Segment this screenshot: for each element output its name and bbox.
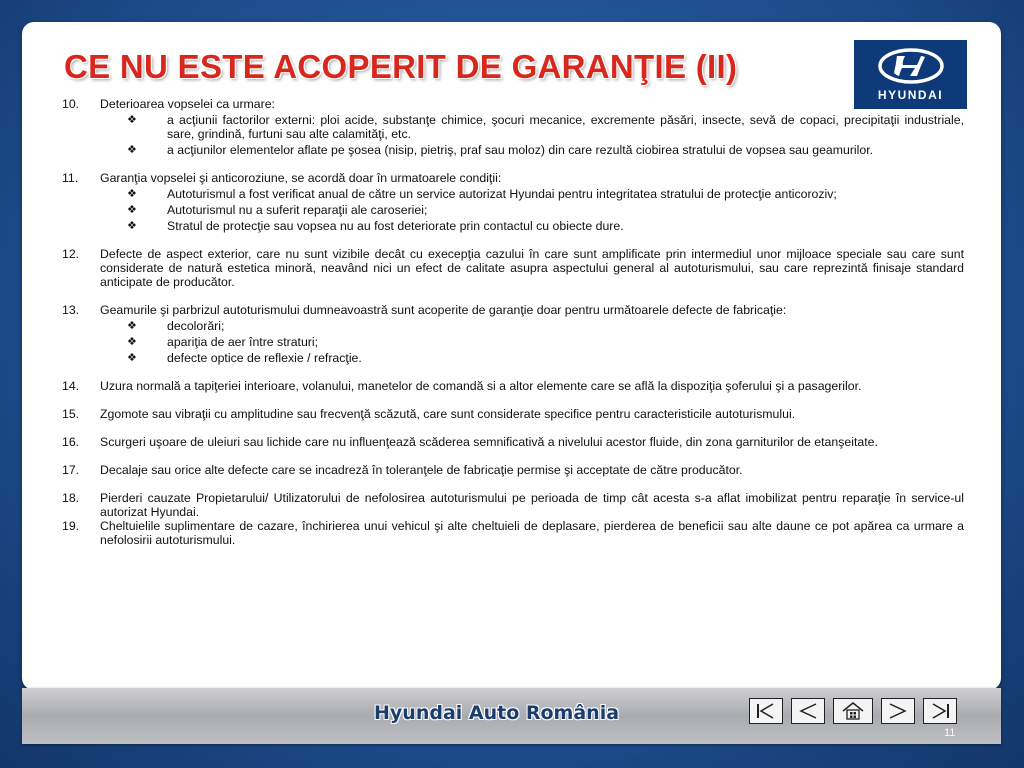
diamond-bullet-icon: ❖ [127,336,137,348]
item-text: Pierderi cauzate Propietarului/ Utilizatorului de nefolosirea autoturismului pe perioada de timp cât acesta s-a aflat imobilizat pentru reparaţie în service-ul autorizat Hyundai. [100,491,964,519]
sub-item-text: apariţia de aer între straturi; [167,335,319,349]
slide-navigation [749,698,957,724]
list-item [62,519,964,547]
sub-item [62,335,964,349]
list-item [62,463,964,477]
diamond-bullet-icon: ❖ [127,144,137,156]
list-item [62,171,964,185]
item-text: Deterioarea vopselei ca urmare: [100,97,275,111]
diamond-bullet-icon: ❖ [127,320,137,332]
sub-item-text: Autoturismul nu a suferit reparaţii ale caroseriei; [167,203,428,217]
sub-item [62,219,964,233]
item-text: Scurgeri uşoare de uleiuri sau lichide care nu influenţează scăderea semnificativă a nivelului acestor fluide, din zona garniturilor de etanşeitate. [100,435,878,449]
sub-item-text: Stratul de protecţie sau vopsea nu au fost deteriorate prin contactul cu obiecte dure. [167,219,624,233]
item-number: 13. [62,303,80,317]
sub-item [62,113,964,141]
footer-brand: Hyundai Auto România [374,702,620,724]
next-slide-icon [886,702,910,720]
item-text: Zgomote sau vibraţii cu amplitudine sau frecvenţă scăzută, care sunt considerate specifice pentru caracteristicile autoturismului. [100,407,796,421]
next-slide-button[interactable] [881,698,915,724]
list-item [62,491,964,519]
item-text: Decalaje sau orice alte defecte care se incadreză în toleranţele de fabricaţie permise şi acceptate de către producător. [100,463,743,477]
first-slide-icon [754,702,778,720]
last-slide-button[interactable] [923,698,957,724]
previous-slide-icon [796,702,820,720]
sub-item [62,319,964,333]
last-slide-icon [928,702,952,720]
sub-item [62,203,964,217]
page-number: 11 [944,727,956,739]
list-item [62,379,964,393]
list-item [62,435,964,449]
sub-item-text: a acţiunii factorilor externi: ploi acide, substanţe chimice, şocuri mecanice, excremente păsări, insecte, sevă de copaci, precipitaţii industriale, sare, grindină, furtuni sau alte calamităţi, etc. [167,113,964,141]
item-number: 10. [62,97,80,111]
diamond-bullet-icon: ❖ [127,188,137,200]
sub-item [62,187,964,201]
item-text: Garanţia vopselei şi anticoroziune, se acordă doar în urmatoarele condiţii: [100,171,502,185]
footer-bar [22,688,1001,744]
diamond-bullet-icon: ❖ [127,204,137,216]
item-text: Defecte de aspect exterior, care nu sunt vizibile decât cu execepţia cazului în care sunt amplificate prin intermediul unor mijloace speciale sau care sunt considerate de natură estetica minoră, neavând nici un efect de calitate asupra aspectului general al autoturismului, sau care reprezintă finisaje standard anticipate de producător. [100,247,964,289]
item-number: 16. [62,435,80,449]
sub-item-text: a acţiunilor elementelor aflate pe şosea (nisip, pietriş, praf sau moloz) din care rezultă ciobirea stratului de vopsea sau geamurilor. [167,143,874,157]
item-text: Geamurile şi parbrizul autoturismului dumneavoastră sunt acoperite de garanţie doar pentru următoarele defecte de fabricaţie: [100,303,787,317]
diamond-bullet-icon: ❖ [127,352,137,364]
home-icon [839,701,867,721]
item-number: 18. [62,491,80,505]
home-button[interactable] [833,698,873,724]
diamond-bullet-icon: ❖ [127,220,137,232]
sub-item-text: decolorări; [167,319,225,333]
exclusions-list [62,97,964,547]
list-item [62,97,964,111]
sub-item-text: defecte optice de reflexie / refracţie. [167,351,362,365]
slide-title: CE NU ESTE ACOPERIT DE GARANŢIE (II) [64,48,738,85]
item-text: Uzura normală a tapiţeriei interioare, volanului, manetelor de comandă si a altor elemente care se află la dispoziţia şoferului şi a pasagerilor. [100,379,862,393]
item-number: 19. [62,519,80,533]
list-item [62,303,964,317]
previous-slide-button[interactable] [791,698,825,724]
sub-item [62,143,964,157]
item-text: Cheltuielile suplimentare de cazare, închirierea unui vehicul şi alte cheltuieli de deplasare, pierderea de beneficii sau alte daune ce pot apărea ca urmare a nefolosirii autoturismului. [100,519,964,547]
item-number: 15. [62,407,80,421]
item-number: 12. [62,247,80,261]
item-number: 11. [62,171,79,185]
item-number: 14. [62,379,80,393]
logo-wordmark: HYUNDAI [877,88,944,102]
sub-item-text: Autoturismul a fost verificat anual de către un service autorizat Hyundai pentru integritatea stratului de protecţie anticoroziv; [167,187,837,201]
item-number: 17. [62,463,80,477]
list-item [62,407,964,421]
diamond-bullet-icon: ❖ [127,114,137,126]
first-slide-button[interactable] [749,698,783,724]
hyundai-logo-icon [877,47,945,85]
sub-item [62,351,964,365]
list-item [62,247,964,289]
